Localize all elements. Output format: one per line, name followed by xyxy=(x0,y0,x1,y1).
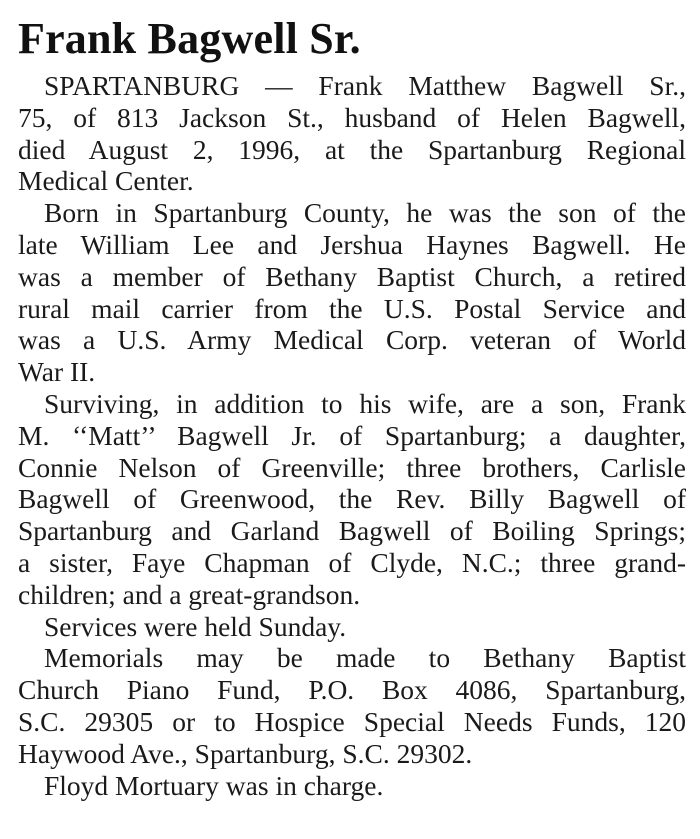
text-line: late William Lee and Jershua Haynes Bagwell. He xyxy=(18,228,686,260)
text-line: SPARTANBURG — Frank Matthew Bagwell Sr., xyxy=(44,70,686,101)
text-line: Surviving, in addition to his wife, are a son, Frank xyxy=(44,387,686,419)
text-line: Memorials may be made to Bethany Baptist xyxy=(44,642,686,674)
text-line: M. ‘‘Matt’’ Bagwell Jr. of Spartanburg; a daughter, xyxy=(18,419,686,451)
text-line: Church Piano Fund, P.O. Box 4086, Spartanburg, xyxy=(18,674,686,706)
text-line: S.C. 29305 or to Hospice Special Needs Funds, 120 xyxy=(18,705,686,737)
obituary-paragraph xyxy=(18,388,686,611)
text-line: children; and a great-grandson. xyxy=(18,578,361,610)
obituary-paragraph xyxy=(18,70,686,197)
obituary-paragraph xyxy=(18,197,686,388)
obituary-paragraph xyxy=(18,770,686,802)
obituary-paragraph xyxy=(18,611,686,643)
text-line: Medical Center. xyxy=(18,165,194,197)
text-line: Born in Spartanburg County, he was the son of the xyxy=(44,197,686,229)
text-line: Haywood Ave., Spartanburg, S.C. 29302. xyxy=(18,737,473,769)
text-line: 75, of 813 Jackson St., husband of Helen Bagwell, xyxy=(18,101,686,133)
obituary-headline: Frank Bagwell Sr. xyxy=(18,14,361,63)
text-line: Spartanburg and Garland Bagwell of Boiling Springs; xyxy=(18,515,686,547)
text-line: Floyd Mortuary was in charge. xyxy=(44,769,384,801)
text-line: Services were held Sunday. xyxy=(44,610,347,642)
text-line: Bagwell of Greenwood, the Rev. Billy Bagwell of xyxy=(18,483,686,515)
text-line: Connie Nelson of Greenville; three brothers, Carlisle xyxy=(18,451,686,483)
obituary-paragraph xyxy=(18,642,686,769)
text-line: died August 2, 1996, at the Spartanburg Regional xyxy=(18,133,686,165)
obituary-body xyxy=(18,70,686,801)
text-line: rural mail carrier from the U.S. Postal Service and xyxy=(18,292,686,324)
text-line: War II. xyxy=(18,356,96,388)
text-line: a sister, Faye Chapman of Clyde, N.C.; three grand- xyxy=(18,546,686,578)
text-line: was a U.S. Army Medical Corp. veteran of World xyxy=(18,324,686,356)
text-line: was a member of Bethany Baptist Church, a retired xyxy=(18,260,686,292)
